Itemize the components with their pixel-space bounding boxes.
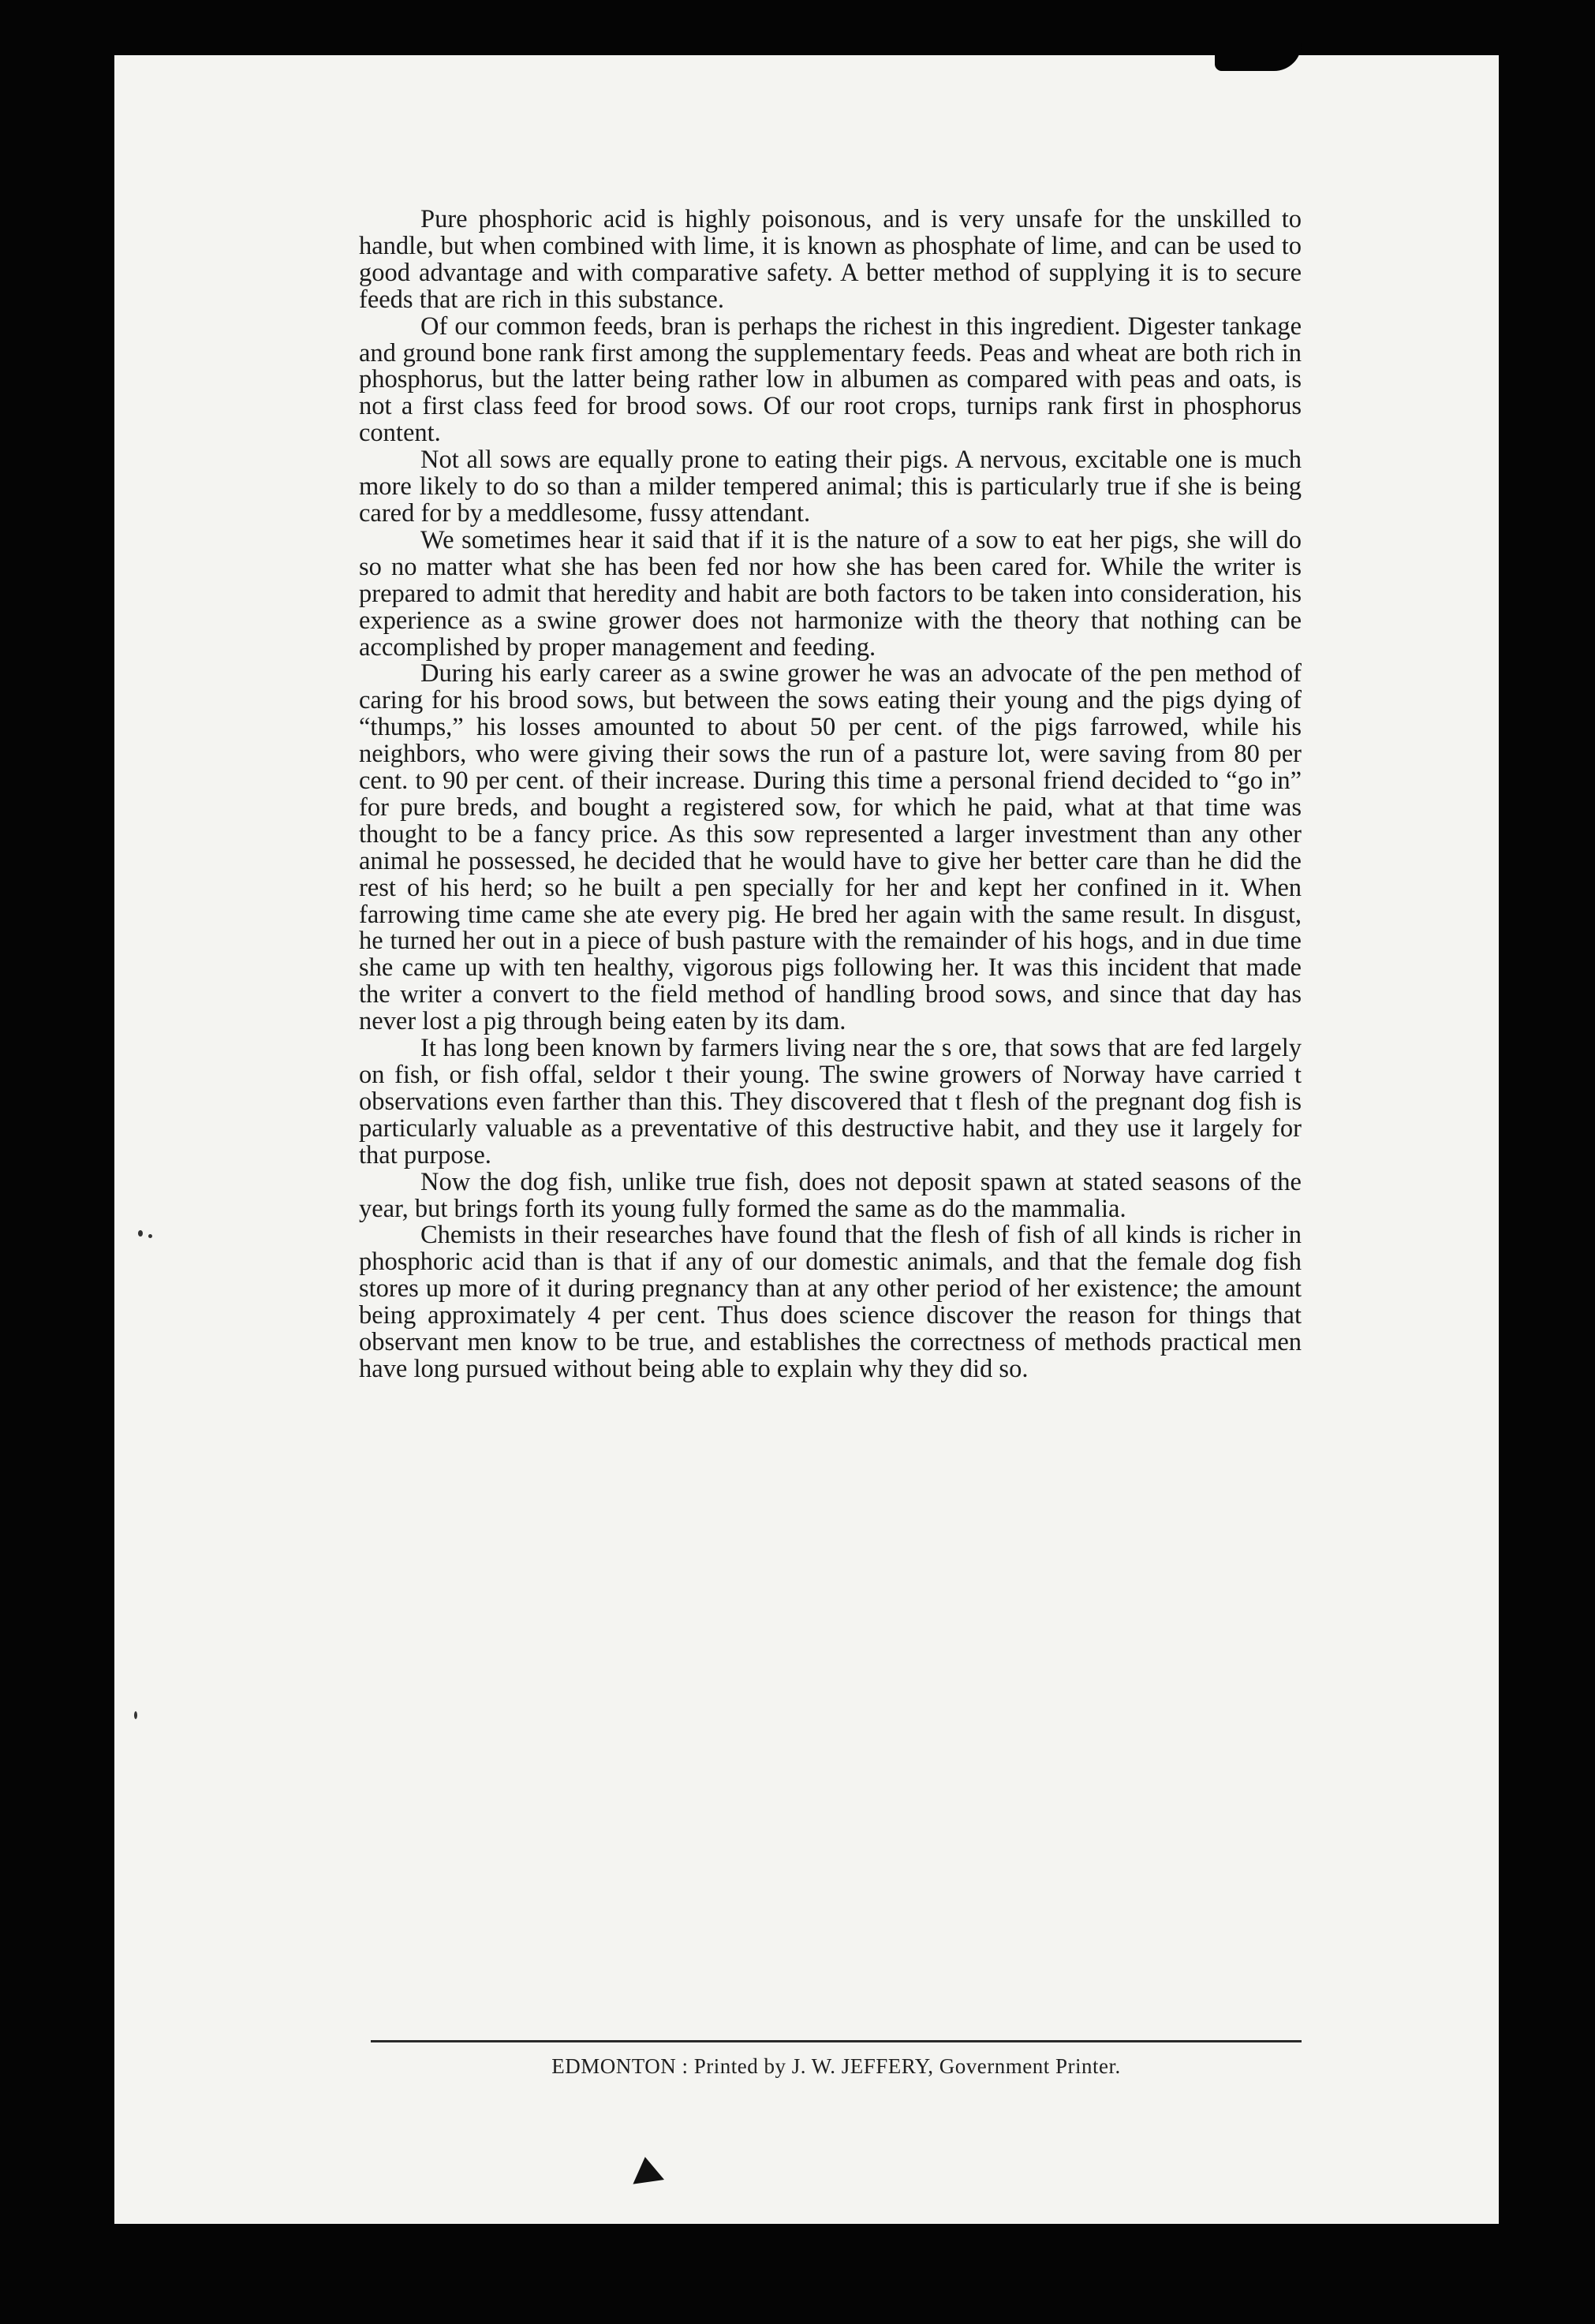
paragraph-7: Now the dog fish, unlike true fish, does not deposit spawn at stated seasons of the year, but brings forth its young fully formed the same as do the mammalia. <box>359 1167 1302 1223</box>
scan-mark <box>629 2154 664 2184</box>
printer-imprint: EDMONTON : Printed by J. W. JEFFERY, Government Printer. <box>551 2054 1121 2078</box>
paper-speck <box>138 1230 143 1237</box>
paper-speck <box>148 1234 152 1238</box>
paper-speck <box>134 1711 137 1719</box>
paragraph-1: Pure phosphoric acid is highly poisonous, and is very unsafe for the unskilled to handle, but when combined with lime, it is known as phosphate of lime, and can be used to good advantage and with comparative safety. A better method of supplying it is to secure feeds that are rich in this substance. <box>359 205 1302 314</box>
paragraph-4: We sometimes hear it said that if it is the nature of a sow to eat her pigs, she will do so no matter what she has been fed nor how she has been cared for. While the writer is prepared to admit that heredity and habit are both factors to be taken into consideration, his experience as a swine grower does not harmonize with the theory that nothing can be accomplished by proper management and feeding. <box>359 525 1302 662</box>
paragraph-2: Of our common feeds, bran is perhaps the richest in this ingredient. Digester tankage and ground bone rank first among the supplementary feeds. Peas and wheat are both rich in phosphorus, but the latter being rather low in albumen as compared with peas and oats, is not a first class feed for brood sows. Of our root crops, turnips rank first in phosphorus content. <box>359 311 1302 448</box>
paragraph-8: Chemists in their researches have found that the flesh of fish of all kinds is richer in phosphoric acid than is that if any of our domestic animals, and that the female dog fish stores up more of it during pregnancy than at any other period of her existence; the amount being approximately 4 per cent. Thus does science discover the reason for things that observant men know to be true, and establishes the correctness of methods practical men have long pursued without being able to explain why they did so. <box>359 1221 1302 1383</box>
footer-rule <box>371 2040 1302 2042</box>
paragraph-6: It has long been known by farmers living near the s ore, that sows that are fed largely on fish, or fish offal, seldor t their young. The swine growers of Norway have carried t observations even farther than this. They discovered that t flesh of the pregnant dog fish is particularly valuable as a preventative of this destructive habit, and they use it largely for that purpose. <box>359 1034 1302 1169</box>
paragraph-5: During his early career as a swine grower he was an advocate of the pen method of caring for his brood sows, but between the sows eating their young and the pigs dying of “thumps,” his losses amounted to about 50 per cent. of the pigs farrowed, while his neighbors, who were giving their sows the run of a pasture lot, were saving from 80 per cent. to 90 per cent. of their increase. During this time a personal friend decided to “go in” for pure breds, and bought a registered sow, for which he paid, what at that time was thought to be a fancy price. As this sow represented a larger investment than any other animal he possessed, he decided that he would have to give her better care than he did the rest of his herd; so he built a pen specially for her and kept her confined in it. When farrowing time came she ate every pig. He bred her again with the same result. In disgust, he turned her out in a piece of bush pasture with the remainder of his hogs, and in due time she came up with ten healthy, vigorous pigs following her. It was this incident that made the writer a convert to the field method of handling brood sows, and since that day has never lost a pig through being eaten by its dam. <box>359 659 1302 1036</box>
article-body <box>359 207 1302 1383</box>
paragraph-3: Not all sows are equally prone to eating their pigs. A nervous, excitable one is much more likely to do so than a milder tempered animal; this is particularly true if she is being cared for by a meddlesome, fussy attendant. <box>359 446 1302 528</box>
